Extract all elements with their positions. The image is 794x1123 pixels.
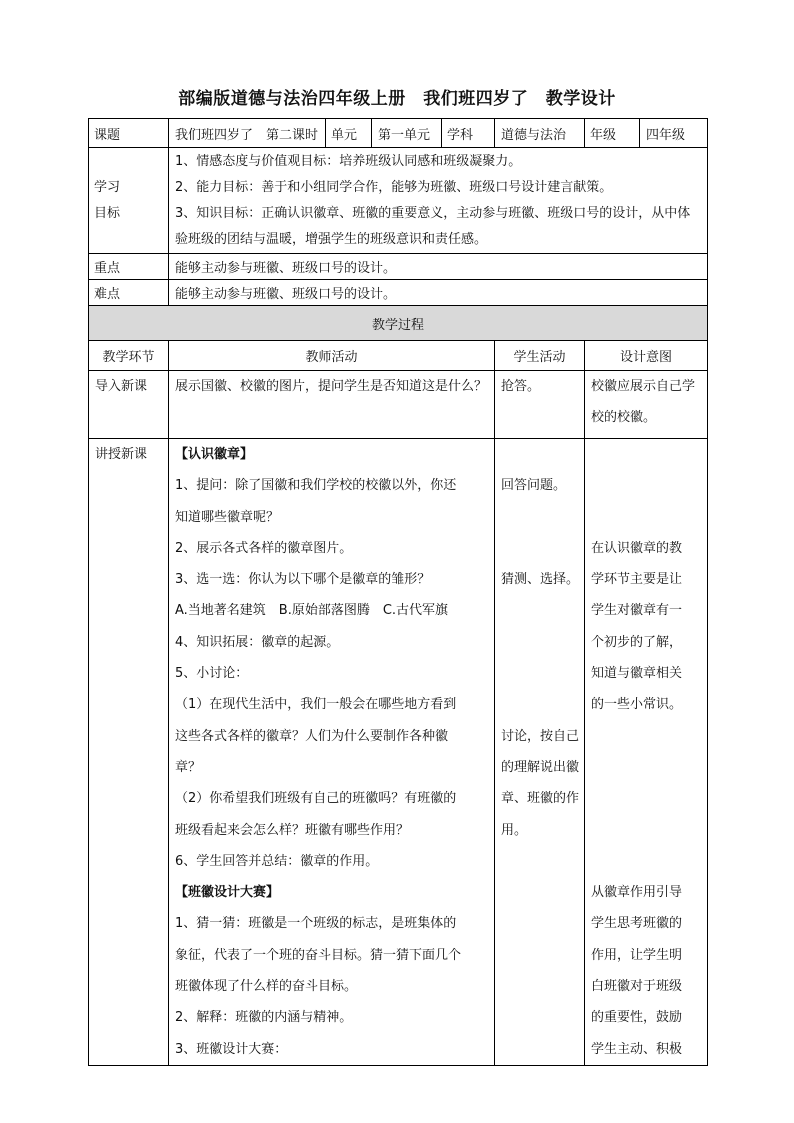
student-activity-line (501, 908, 578, 939)
subject-label: 学科 (442, 119, 495, 148)
objectives-label-line1: 学习 (94, 179, 121, 195)
student-activity-line (501, 627, 578, 658)
grade-value: 四年级 (640, 119, 708, 148)
unit-label: 单元 (326, 119, 372, 148)
lesson-teacher (169, 439, 495, 1066)
info-row (89, 119, 708, 148)
col-teacher-header: 教师活动 (169, 341, 495, 371)
process-header-row (89, 306, 708, 341)
teacher-activity-line: 4、知识拓展：徽章的起源。 (175, 634, 340, 650)
design-intent-line (591, 815, 701, 846)
teacher-activity-line: 2、解释：班徽的内涵与精神。 (175, 1010, 353, 1026)
design-intent-line: 学环节主要是让 (591, 572, 683, 588)
teacher-activity-line: 5、小讨论： (175, 666, 249, 682)
design-intent-line (591, 439, 701, 470)
key-point-label: 重点 (89, 254, 169, 280)
design-intent-line (591, 721, 701, 752)
student-activity-line (501, 1034, 578, 1065)
student-activity-line (501, 595, 578, 626)
intro-student: 抢答。 (495, 371, 585, 439)
teacher-activity-line: （1）在现代生活中，我们一般会在哪些地方看到 (175, 697, 457, 713)
process-columns-row (89, 341, 708, 371)
difficulty-row (89, 280, 708, 306)
lesson-plan-table (88, 118, 708, 1066)
design-intent-line: 作用，让学生明 (591, 947, 683, 963)
key-point-row (89, 254, 708, 280)
teacher-activity-line: 这些各式各样的徽章？人们为什么要制作各种徽 (175, 728, 449, 744)
difficulty-label: 难点 (89, 280, 169, 306)
design-intent-line: 白班徽对于班级 (591, 979, 683, 995)
student-activity-line: 的理解说出徽 (501, 759, 580, 775)
student-activity-line: 用。 (501, 822, 528, 838)
student-activity-line: 回答问题。 (501, 478, 567, 494)
teacher-activity-line: 1、提问：除了国徽和我们学校的校徽以外，你还 (175, 478, 457, 494)
process-header: 教学过程 (89, 306, 708, 341)
key-point-value: 能够主动参与班徽、班级口号的设计。 (169, 254, 708, 280)
teacher-activity-line: 2、展示各式各样的徽章图片。 (175, 540, 353, 556)
teacher-activity-line: （2）你希望我们班级有自己的班徽吗？有班徽的 (175, 791, 457, 807)
objectives-content (169, 148, 708, 254)
document-title: 部编版道德与法治四年级上册 我们班四岁了 教学设计 (178, 89, 616, 109)
teacher-activity-line: 知道哪些徽章呢？ (175, 509, 280, 525)
design-intent-line: 个初步的了解， (591, 634, 683, 650)
teacher-activity-line: 【班徽设计大赛】 (175, 885, 280, 901)
intro-row (89, 371, 708, 439)
lesson-intent (585, 439, 708, 1066)
student-activity-line (501, 439, 578, 470)
objectives-row (89, 148, 708, 254)
objective-item: 3、知识目标：正确认识徽章、班徽的重要意义，主动参与班徽、班级口号的设计，从中体验班级的团结与温暖，增强学生的班级意识和责任感。 (175, 206, 691, 247)
teacher-activity-line: 象征，代表了一个班的奋斗目标。猜一猜下面几个 (175, 947, 462, 963)
student-activity-line: 章、班徽的作 (501, 791, 580, 807)
student-activity-line (501, 689, 578, 720)
student-activity-line (501, 533, 578, 564)
teacher-activity-line: 3、选一选：你认为以下哪个是徽章的雏形？ (175, 572, 431, 588)
design-intent-line (591, 783, 701, 814)
objective-item: 1、情感态度与价值观目标：培养班级认同感和班级凝聚力。 (175, 154, 522, 169)
student-activity-line: 猜测、选择。 (501, 572, 580, 588)
student-activity-line (501, 502, 578, 533)
topic-label: 课题 (89, 119, 169, 148)
teacher-activity-line: 班徽体现了什么样的奋斗目标。 (175, 979, 358, 995)
subject-value: 道德与法治 (495, 119, 585, 148)
teacher-activity-line: 章？ (175, 759, 202, 775)
student-activity-line (501, 877, 578, 908)
student-activity-line (501, 658, 578, 689)
difficulty-value: 能够主动参与班徽、班级口号的设计。 (169, 280, 708, 306)
student-activity-line: 讨论，按自己 (501, 728, 580, 744)
student-activity-line (501, 846, 578, 877)
topic-value: 我们班四岁了 第二课时 (169, 119, 326, 148)
design-intent-line: 的一些小常识。 (591, 697, 683, 713)
grade-label: 年级 (585, 119, 640, 148)
teacher-activity-line: 6、学生回答并总结：徽章的作用。 (175, 853, 379, 869)
intro-stage: 导入新课 (89, 371, 169, 439)
design-intent-line: 学生对徽章有一 (591, 603, 683, 619)
objectives-label-line2: 目标 (94, 205, 121, 221)
intro-intent: 校徽应展示自己学校的校徽。 (585, 371, 708, 439)
objectives-label (89, 148, 169, 254)
design-intent-line: 学生思考班徽的 (591, 916, 683, 932)
teacher-activity-line: A.当地著名建筑 B.原始部落图腾 C.古代军旗 (175, 603, 449, 619)
lesson-stage: 讲授新课 (89, 439, 169, 1066)
lesson-row (89, 439, 708, 1066)
unit-value: 第一单元 (372, 119, 442, 148)
col-student-header: 学生活动 (495, 341, 585, 371)
teacher-activity-line: 【认识徽章】 (175, 447, 254, 462)
design-intent-line: 在认识徽章的教 (591, 540, 683, 556)
design-intent-line: 的重要性，鼓励 (591, 1010, 683, 1026)
design-intent-line (591, 846, 701, 877)
intro-teacher: 展示国徽、校徽的图片，提问学生是否知道这是什么？ (169, 371, 495, 439)
col-intent-header: 设计意图 (585, 341, 708, 371)
lesson-student (495, 439, 585, 1066)
design-intent-line (591, 502, 701, 533)
student-activity-line (501, 940, 578, 971)
student-activity-line (501, 971, 578, 1002)
design-intent-line (591, 470, 701, 501)
teacher-activity-line: 班级看起来会怎么样？班徽有哪些作用？ (175, 822, 410, 838)
col-stage-header: 教学环节 (89, 341, 169, 371)
design-intent-line (591, 752, 701, 783)
design-intent-line: 学生主动、积极 (591, 1041, 683, 1057)
teacher-activity-line: 1、猜一猜：班徽是一个班级的标志，是班集体的 (175, 916, 457, 932)
teacher-activity-line: 3、班徽设计大赛： (175, 1041, 288, 1057)
design-intent-line: 从徽章作用引导 (591, 885, 683, 901)
student-activity-line (501, 1002, 578, 1033)
design-intent-line: 知道与徽章相关 (591, 666, 683, 682)
objective-item: 2、能力目标：善于和小组同学合作，能够为班徽、班级口号设计建言献策。 (175, 180, 613, 195)
